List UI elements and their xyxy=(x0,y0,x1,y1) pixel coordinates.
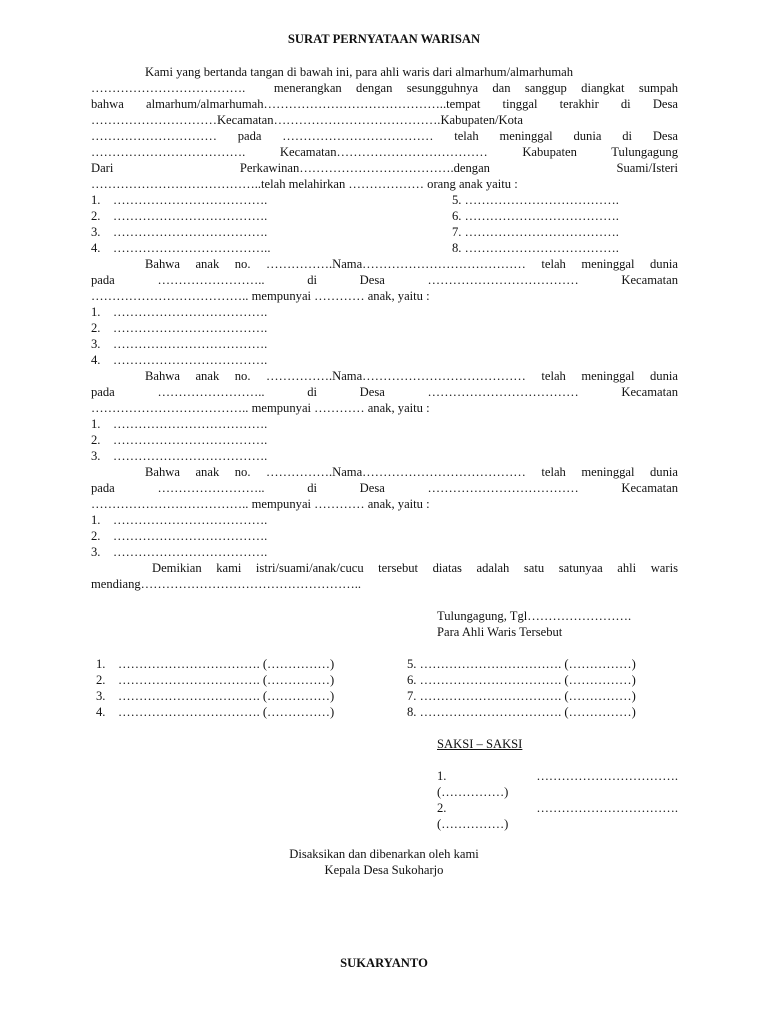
section-line: pada …………………….. di Desa ……………………………… Kecamatan xyxy=(91,273,678,287)
section-line: pada …………………….. di Desa ……………………………… Kecamatan xyxy=(91,385,678,399)
heir-signature-line: 1. ……………………………. (……………) xyxy=(96,657,335,671)
opening-line: ………………………… pada ……………………………… telah meninggal dunia di Desa xyxy=(91,129,678,143)
section-line: ……………………………….. mempunyai ………… anak, yaitu : xyxy=(91,401,430,415)
child-entry: 1. ………………………………. xyxy=(91,417,268,431)
child-entry-left: 3. ………………………………. xyxy=(91,225,268,239)
witness-signature-line: 1. ……………………………. xyxy=(437,769,678,783)
child-entry-right: 7. ………………………………. xyxy=(452,225,619,239)
closing-line: mendiang…………………………………………….. xyxy=(91,577,362,591)
document-title: SURAT PERNYATAAN WARISAN xyxy=(287,32,481,46)
opening-line: bahwa almarhum/almarhumah……………………………………..tempat tinggal terakhir di Desa xyxy=(91,97,678,111)
child-entry: 4. ………………………………. xyxy=(91,353,268,367)
opening-line: Kami yang bertanda tangan di bawah ini, para ahli waris dari almarhum/almarhumah xyxy=(145,65,574,79)
heir-signature-line: 7. ……………………………. (……………) xyxy=(407,689,636,703)
child-entry-left: 4. ……………………………….. xyxy=(91,241,271,255)
child-entry: 3. ………………………………. xyxy=(91,337,268,351)
attestation-line: Disaksikan dan dibenarkan oleh kami xyxy=(289,847,479,861)
witness-signature-line: 2. ……………………………. xyxy=(437,801,678,815)
witness-name-paren: (……………) xyxy=(437,817,509,831)
heir-signature-line: 3. ……………………………. (……………) xyxy=(96,689,335,703)
heir-signature-line: 6. ……………………………. (……………) xyxy=(407,673,636,687)
section-line: ……………………………….. mempunyai ………… anak, yaitu : xyxy=(91,289,430,303)
opening-line: ………………………………. Kecamatan……………………………… Kabupaten Tulungagung xyxy=(91,145,678,159)
heirs-heading: Para Ahli Waris Tersebut xyxy=(437,625,563,639)
child-entry: 3. ………………………………. xyxy=(91,545,268,559)
section-line: Bahwa anak no. …………….Nama………………………………… telah meninggal dunia xyxy=(145,369,678,383)
child-entry-right: 5. ………………………………. xyxy=(452,193,619,207)
opening-line: …………………………………..telah melahirkan ……………… orang anak yaitu : xyxy=(91,177,518,191)
section-line: Bahwa anak no. …………….Nama………………………………… telah meninggal dunia xyxy=(145,465,678,479)
child-entry: 2. ………………………………. xyxy=(91,433,268,447)
section-line: Bahwa anak no. …………….Nama………………………………… telah meninggal dunia xyxy=(145,257,678,271)
heir-signature-line: 2. ……………………………. (……………) xyxy=(96,673,335,687)
child-entry-left: 1. ………………………………. xyxy=(91,193,268,207)
place-date: Tulungagung, Tgl……………………. xyxy=(437,609,632,623)
child-entry: 1. ………………………………. xyxy=(91,305,268,319)
heir-signature-line: 5. ……………………………. (……………) xyxy=(407,657,636,671)
witness-heading: SAKSI – SAKSI xyxy=(437,737,523,751)
closing-line: Demikian kami istri/suami/anak/cucu tersebut diatas adalah satu satunyaa ahli waris xyxy=(152,561,678,575)
section-line: ……………………………….. mempunyai ………… anak, yaitu : xyxy=(91,497,430,511)
child-entry-left: 2. ………………………………. xyxy=(91,209,268,223)
heir-signature-line: 8. ……………………………. (……………) xyxy=(407,705,636,719)
attestation-line: Kepala Desa Sukoharjo xyxy=(324,863,444,877)
opening-line: …………………………Kecamatan………………………………….Kabupaten/Kota xyxy=(91,113,523,127)
opening-line: ………………………………. menerangkan dengan sesungguhnya dan sanggup diangkat sumpah xyxy=(91,81,678,95)
village-head-name: SUKARYANTO xyxy=(340,956,428,970)
section-line: pada …………………….. di Desa ……………………………… Kecamatan xyxy=(91,481,678,495)
witness-name-paren: (……………) xyxy=(437,785,509,799)
child-entry: 3. ………………………………. xyxy=(91,449,268,463)
opening-line: Dari Perkawinan……………………………….dengan Suami/Isteri xyxy=(91,161,678,175)
child-entry: 2. ………………………………. xyxy=(91,321,268,335)
child-entry-right: 6. ………………………………. xyxy=(452,209,619,223)
child-entry: 1. ………………………………. xyxy=(91,513,268,527)
child-entry: 2. ………………………………. xyxy=(91,529,268,543)
heir-signature-line: 4. ……………………………. (……………) xyxy=(96,705,335,719)
child-entry-right: 8. ………………………………. xyxy=(452,241,619,255)
